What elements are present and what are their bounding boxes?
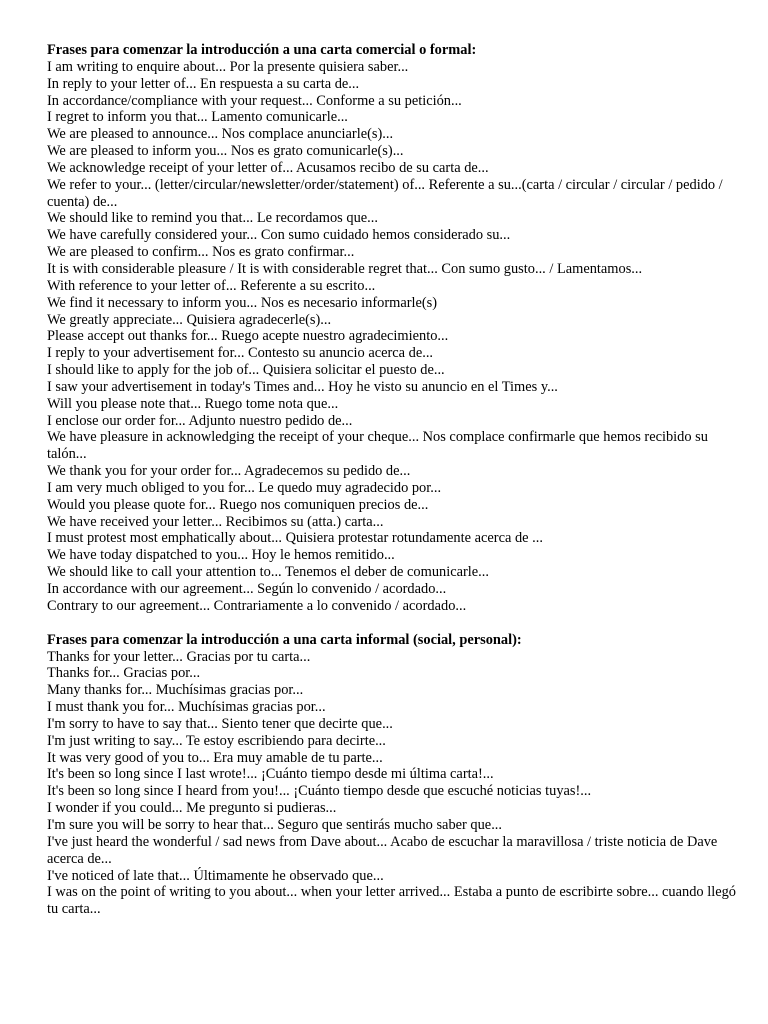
phrase-line: We thank you for your order for... Agradecemos su pedido de... — [47, 463, 411, 480]
phrase-line: We should like to call your attention to... Tenemos el deber de comunicarle... — [47, 564, 489, 581]
phrase-line: Contrary to our agreement... Contrariamente a lo convenido / acordado... — [47, 597, 467, 614]
phrase-line: I enclose our order for... Adjunto nuestro pedido de... — [47, 412, 353, 429]
document-page — [47, 42, 737, 918]
phrase-line: I reply to your advertisement for... Contesto su anuncio acerca de... — [47, 345, 434, 362]
phrase-line: With reference to your letter of... Referente a su escrito... — [47, 277, 376, 294]
phrase-line: We have pleasure in acknowledging the receipt of your cheque... Nos complace confirmarle que hemos recibido su talón... — [47, 429, 708, 463]
formal-heading: Frases para comenzar la introducción a una carta comercial o formal: — [47, 42, 477, 58]
phrase-line: I must thank you for... Muchísimas gracias por... — [47, 699, 326, 716]
phrase-line: I saw your advertisement in today's Times and... Hoy he visto su anuncio en el Times y... — [47, 378, 558, 395]
phrase-line: I'm sorry to have to say that... Siento tener que decirte que... — [47, 715, 393, 732]
phrase-line: We have carefully considered your... Con sumo cuidado hemos considerado su... — [47, 227, 511, 244]
phrase-line: In reply to your letter of... En respuesta a su carta de... — [47, 75, 360, 92]
phrase-line: We are pleased to confirm... Nos es grato confirmar... — [47, 244, 355, 261]
phrase-line: I should like to apply for the job of... Quisiera solicitar el puesto de... — [47, 362, 445, 379]
informal-heading: Frases para comenzar la introducción a una carta informal (social, personal): — [47, 631, 522, 648]
phrase-line: I've noticed of late that... Últimamente he observado que... — [47, 867, 384, 884]
phrase-line: I wonder if you could... Me pregunto si pudieras... — [47, 800, 337, 817]
phrase-line: In accordance/compliance with your request... Conforme a su petición... — [47, 92, 462, 109]
phrase-line: We have received your letter... Recibimos su (atta.) carta... — [47, 513, 384, 530]
informal-section — [47, 632, 737, 918]
phrase-line: I'm sure you will be sorry to hear that... Seguro que sentirás mucho saber que... — [47, 816, 502, 833]
phrase-line: We refer to your... (letter/circular/newsletter/order/statement) of... Referente a su...(carta / circular / circular / pedido / cuenta) de... — [47, 176, 723, 210]
phrase-line: I regret to inform you that... Lamento comunicarle... — [47, 109, 348, 126]
informal-phrase-list — [47, 649, 737, 919]
phrase-line: We have today dispatched to you... Hoy le hemos remitido... — [47, 547, 395, 564]
phrase-line: Please accept out thanks for... Ruego acepte nuestro agradecimiento... — [47, 328, 449, 345]
phrase-line: Many thanks for... Muchísimas gracias por... — [47, 682, 304, 699]
formal-section — [47, 42, 737, 615]
phrase-line: Thanks for... Gracias por... — [47, 665, 201, 682]
phrase-line: Thanks for your letter... Gracias por tu carta... — [47, 648, 311, 665]
phrase-line: I am writing to enquire about... Por la presente quisiera saber... — [47, 58, 409, 75]
formal-phrase-list — [47, 59, 737, 615]
phrase-line: It was very good of you to... Era muy amable de tu parte... — [47, 749, 383, 766]
phrase-line: It is with considerable pleasure / It is with considerable regret that... Con sumo gusto... / Lamentamos... — [47, 260, 643, 277]
phrase-line: It's been so long since I heard from you!... ¡Cuánto tiempo desde que escuché noticias tuyas!... — [47, 783, 592, 800]
phrase-line: We acknowledge receipt of your letter of... Acusamos recibo de su carta de... — [47, 159, 489, 176]
phrase-line: In accordance with our agreement... Según lo convenido / acordado... — [47, 581, 447, 597]
phrase-line: I was on the point of writing to you about... when your letter arrived... Estaba a punto de escribirte sobre... cuando llegó tu carta... — [47, 884, 736, 918]
phrase-line: We greatly appreciate... Quisiera agradecerle(s)... — [47, 311, 332, 328]
phrase-line: We should like to remind you that... Le recordamos que... — [47, 210, 378, 227]
phrase-line: We find it necessary to inform you... Nos es necesario informarle(s) — [47, 294, 438, 311]
phrase-line: Will you please note that... Ruego tome nota que... — [47, 395, 339, 412]
phrase-line: We are pleased to inform you... Nos es grato comunicarle(s)... — [47, 143, 404, 160]
phrase-line: We are pleased to announce... Nos complace anunciarle(s)... — [47, 126, 394, 143]
phrase-line: I must protest most emphatically about... Quisiera protestar rotundamente acerca de ... — [47, 530, 543, 547]
phrase-line: It's been so long since I last wrote!... ¡Cuánto tiempo desde mi última carta!... — [47, 766, 494, 783]
phrase-line: I am very much obliged to you for... Le quedo muy agradecido por... — [47, 479, 442, 496]
section-spacer — [47, 615, 737, 632]
phrase-line: I'm just writing to say... Te estoy escribiendo para decirte... — [47, 732, 386, 749]
phrase-line: Would you please quote for... Ruego nos comuniquen precios de... — [47, 496, 429, 513]
phrase-line: I've just heard the wonderful / sad news from Dave about... Acabo de escuchar la maravillosa / triste noticia de Dave acerca de... — [47, 833, 718, 867]
